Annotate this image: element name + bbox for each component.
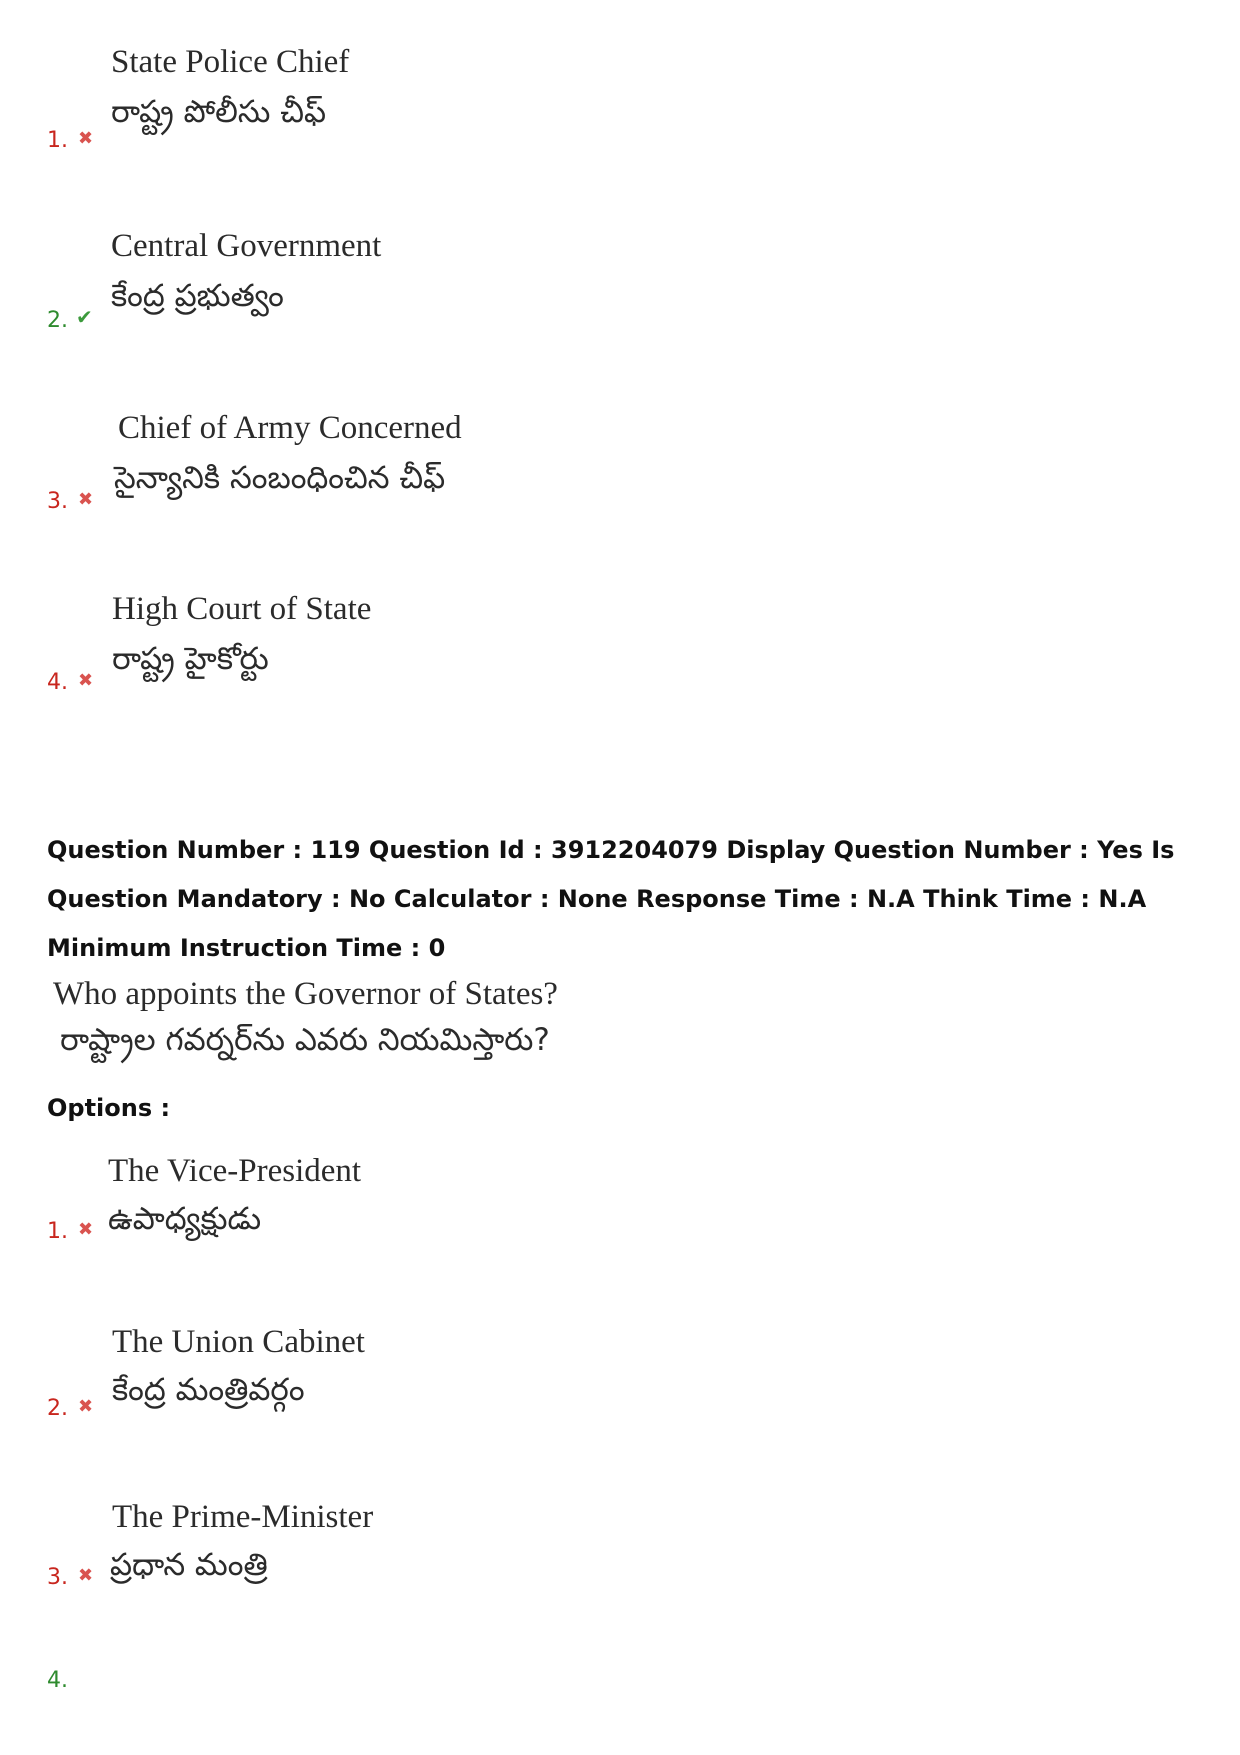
option-number: 2. bbox=[47, 308, 68, 333]
option-telugu-text: రాష్ట్ర పోలీసు చీఫ్ bbox=[111, 94, 327, 130]
option-number: 2. bbox=[47, 1396, 68, 1421]
option-telugu-text: కేంద్ర మంత్రివర్గం bbox=[112, 1372, 305, 1408]
option-number: 3. bbox=[47, 489, 68, 514]
option-number: 1. bbox=[47, 1219, 68, 1244]
check-icon: ✔ bbox=[76, 305, 93, 329]
question-english-text: Who appoints the Governor of States? bbox=[53, 976, 558, 1012]
option-english-text: State Police Chief bbox=[111, 44, 350, 80]
option-english-text: Central Government bbox=[111, 228, 382, 264]
cross-icon: ✖ bbox=[78, 128, 94, 149]
option-telugu-text: కేంద్ర ప్రభుత్వం bbox=[111, 278, 284, 314]
option-english-text: Chief of Army Concerned bbox=[118, 410, 462, 446]
option-number: 4. bbox=[47, 670, 68, 695]
option-english-text: The Prime-Minister bbox=[112, 1499, 374, 1535]
option-telugu-text: ఉపాధ్యక్షుడు bbox=[108, 1201, 262, 1237]
options-label: Options : bbox=[47, 1094, 171, 1122]
question-telugu-text: రాష్ట్రాల గవర్నర్‌ను ఎవరు నియమిస్తారు? bbox=[60, 1022, 550, 1058]
option-english-text: The Union Cabinet bbox=[112, 1324, 365, 1360]
cross-icon: ✖ bbox=[78, 1219, 94, 1240]
option-telugu-text: ప్రధాన మంత్రి bbox=[110, 1547, 268, 1583]
option-number: 1. bbox=[47, 128, 68, 153]
option-english-text: High Court of State bbox=[112, 591, 372, 627]
option-number: 4. bbox=[47, 1668, 68, 1693]
cross-icon: ✖ bbox=[78, 1565, 94, 1586]
option-number: 3. bbox=[47, 1565, 68, 1590]
cross-icon: ✖ bbox=[78, 489, 94, 510]
option-english-text: The Vice-President bbox=[108, 1153, 362, 1189]
cross-icon: ✖ bbox=[78, 670, 94, 691]
cross-icon: ✖ bbox=[78, 1396, 94, 1417]
option-telugu-text: రాష్ట్ర హైకోర్టు bbox=[112, 641, 269, 677]
question-meta: Question Number : 119 Question Id : 3912204079 Display Question Number : Yes Is Question Mandatory : No Calculator : None Response Time : N.A Think Time : N.A Minimum Instruction Time : 0 bbox=[47, 836, 1175, 962]
option-telugu-text: సైన్యానికి సంబంధించిన చీఫ్ bbox=[114, 460, 446, 496]
